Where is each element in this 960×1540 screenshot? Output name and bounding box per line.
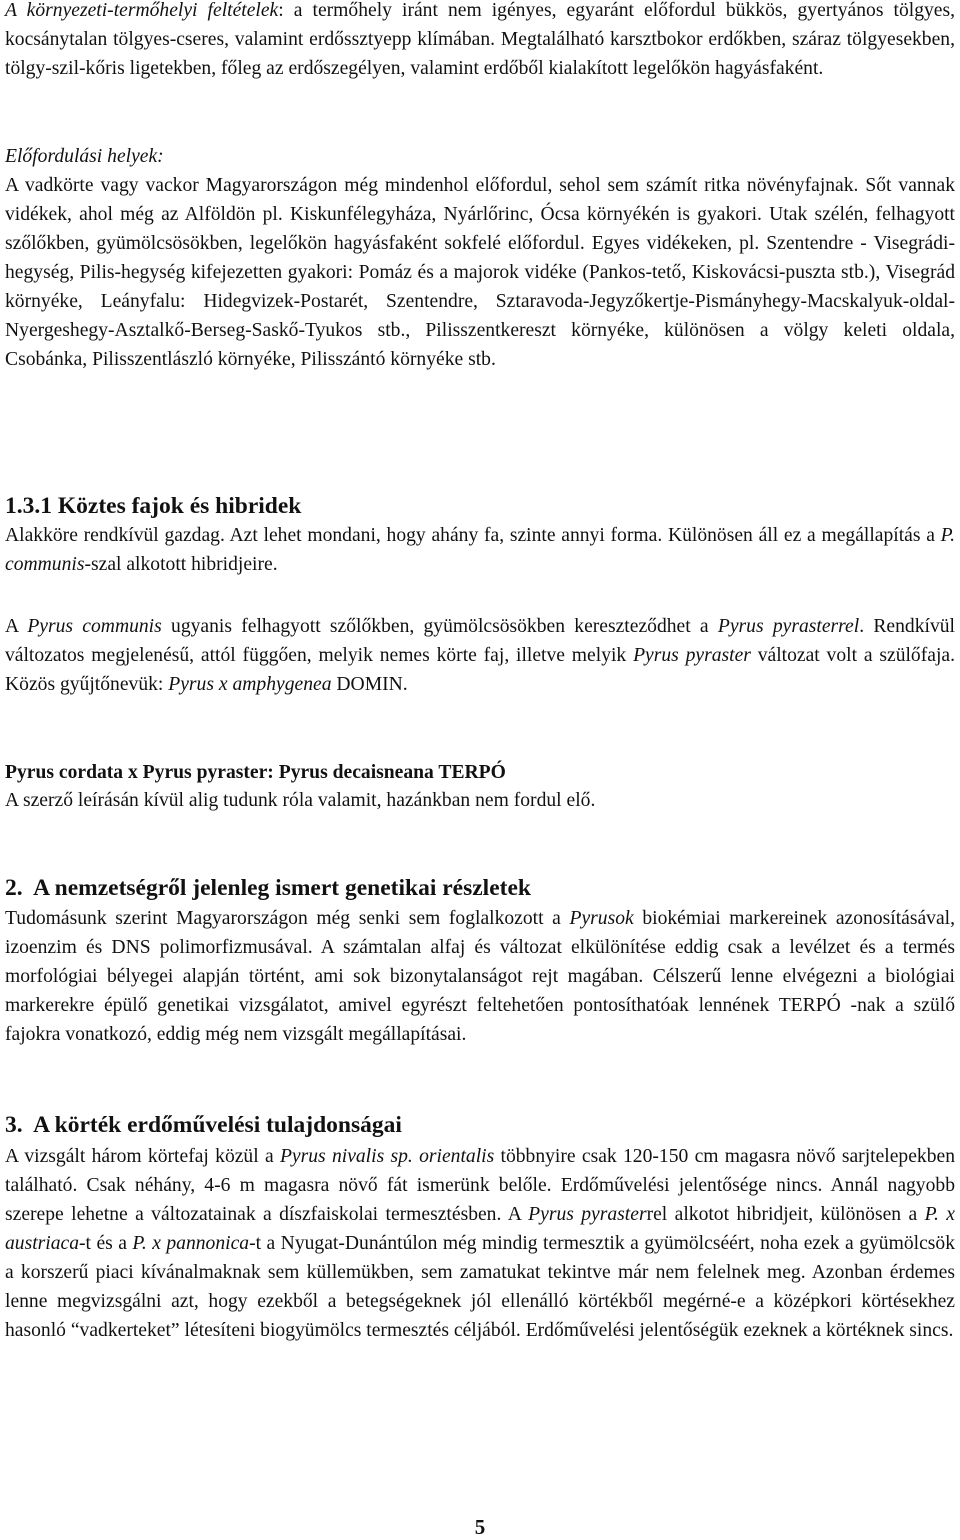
- occurrence-label: Előfordulási helyek:: [5, 146, 164, 167]
- paragraph-pyrus-communis: A Pyrus communis ugyanis felhagyott szőlőkben, gyümölcsösökben kereszteződhet a Pyrus pyrasterrel. Rendkívül változatos megjelenésű, attól függően, melyik nemes körte faj, illetve melyik Pyrus pyraster változat volt a szülőfaja. Közös gyűjtőnevük: Pyrus x amphygenea DOMIN.: [5, 616, 955, 695]
- paragraph-pyrus-decaisneana: A szerző leírásán kívül alig tudunk róla valamit, hazánkban nem fordul elő.: [5, 790, 596, 811]
- page-number: 5: [474, 1515, 486, 1539]
- site-conditions-text: : a termőhely iránt nem igényes, egyaránt előfordul bükkös, gyertyános tölgyes, kocsánytalan tölgyes-cseres, valamint erdőssztyepp klímában. Megtalálható karsztbokor erdőkben, száraz tölgyesekben, tölgy-szil-kőris ligetekben, főleg az erdőszegélyen, valamint erdőből kialakított legelőkön hagyásfaként.: [5, 0, 956, 79]
- site-conditions-label: A környezeti-termőhelyi feltételek: [5, 0, 279, 21]
- section-heading-2: 2. A nemzetségről jelenleg ismert genetikai részletek: [5, 875, 531, 901]
- subheading-pyrus-decaisneana: Pyrus cordata x Pyrus pyraster: Pyrus decaisneana TERPÓ: [5, 762, 506, 783]
- paragraph-occurrence: A vadkörte vagy vackor Magyarországon még mindenhol előfordul, sehol sem számít ritka növényfajnak. Sőt vannak vidékek, ahol még az Alföldön pl. Kiskunfélegyháza, Nyárlőrinc, Ócsa környékén is gyakori. Utak szélén, felhagyott szőlőkben, gyümölcsösökben, legelőkön hagyásfaként sokfelé előfordul. Egyes vidékeken, pl. Szentendre - Visegrádi-hegység, Pilis-hegység kifejezetten gyakori: Pomáz és a majorok vidéke (Pankos-tető, Kiskovácsi-puszta stb.), Visegrád környéke, Leányfalu: Hidegvizek-Postarét, Szentendre, Sztaravoda-Jegyzőkertje-Pismányhegy-Macskalyuk-oldal-Nyergeshegy-Asztalkő-Berseg-Saskő-Tyukos stb., Pilisszentkereszt környéke, különösen a völgy keleti oldala, Csobánka, Pilisszentlászló környéke, Pilisszántó környéke stb.: [5, 175, 955, 370]
- paragraph-hybrids-intro: Alakköre rendkívül gazdag. Azt lehet mondani, hogy ahány fa, szinte annyi forma. Különösen áll ez a megállapítás a P. communis-szal alkotott hibridjeire.: [5, 525, 955, 575]
- paragraph-silviculture: A vizsgált három körtefaj közül a Pyrus nivalis sp. orientalis többnyire csak 120-150 cm magasra növő sarjtelepekben található. Csak néhány, 4-6 m magasra növő fát ismerünk belőle. Erdőművelési jelentősége nincs. Annál nagyobb szerepe lehetne a változatainak a díszfaiskolai termesztésben. A Pyrus pyrasterrel alkotot hibridjeit, különösen a P. x austriaca-t és a P. x pannonica-t a Nyugat-Dunántúlon még mindig termesztik a gyümölcséért, noha ezek a gyümölcsök a korszerű piaci kívánalmaknak sem küllemükben, sem zamatukat tekintve már nem felelnek meg. Azonban érdemes lenne megvizsgálni azt, hogy ezekből a betegségeknek jól ellenálló körtékből megérné-e a középkori körtésekhez hasonló “vadkerteket” létesíteni biogyümölcs termesztés céljából. Erdőművelési jelentőségük ezeknek a körtéknek sincs.: [5, 1146, 956, 1341]
- paragraph-site-conditions: [5, 0, 955, 83]
- section-heading-1-3-1: 1.3.1 Köztes fajok és hibridek: [5, 493, 302, 519]
- paragraph-genetics: Tudomásunk szerint Magyarországon még senki sem foglalkozott a Pyrusok biokémiai markereinek azonosításával, izoenzim és DNS polimorfizmusával. A számtalan alfaj és változat elkülönítése eddig csak a levélzet és a termés morfológiai bélyegei alapján történt, ami sok bizonytalanságot rejt magában. Célszerű lenne elvégezni a biológiai markerekre épülő genetikai vizsgálatot, amivel egyrészt feltehetően pontosíthatóak lennének TERPÓ -nak a szülő fajokra vonatkozó, eddig még nem vizsgált megállapításai.: [5, 908, 955, 1045]
- section-heading-3: 3. A körték erdőművelési tulajdonságai: [5, 1112, 402, 1138]
